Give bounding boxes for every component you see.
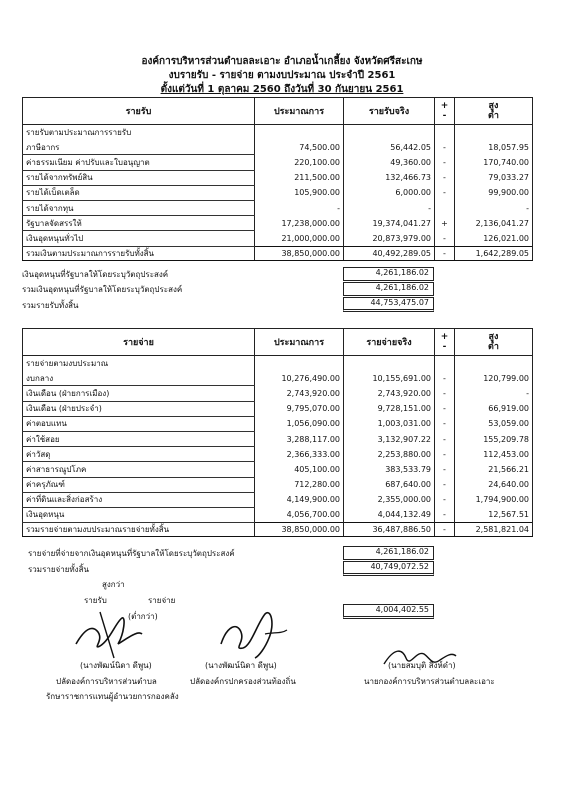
expense-row-sign: -: [435, 416, 455, 431]
income-row: [23, 200, 533, 215]
income-row-budget: 21,000,000.00: [255, 231, 344, 246]
expense-row-sign: -: [435, 371, 455, 386]
expense-row-sign: -: [435, 386, 455, 401]
expense-row-diff: 155,209.78: [455, 431, 533, 446]
sign-minus: -: [442, 111, 447, 121]
report-title: งบรายรับ - รายจ่าย ตามงบประมาณ ประจำปี 2561: [168, 70, 396, 81]
diff-high: สูง: [488, 332, 499, 342]
summary-higher: สูงกว่า: [102, 580, 125, 589]
expense-row-diff: 120,799.00: [455, 371, 533, 386]
income-row: [23, 170, 533, 185]
expense-row-sign: -: [435, 401, 455, 416]
expense-row-label: ค่าวัสดุ: [23, 447, 255, 462]
income-row-label: รัฐบาลจัดสรรให้: [23, 216, 255, 231]
expense-row-diff: -: [455, 386, 533, 401]
income-row-diff: -: [455, 200, 533, 215]
org-title: องค์การบริหารส่วนตำบลละเอาะ อำเภอน้ำเกลี้ยง จังหวัดศรีสะเกษ: [141, 56, 423, 67]
income-extra-label-2: รวมเงินอุดหนุนที่รัฐบาลให้โดยระบุวัตถุประสงค์: [22, 285, 183, 294]
income-row-label: ภาษีอากร: [23, 140, 255, 155]
signature-2: [215, 604, 295, 662]
report-period: ตั้งแต่วันที่ 1 ตุลาคม 2560 ถึงวันที่ 30 กันยายน 2561: [160, 84, 404, 95]
expense-body: [23, 356, 533, 537]
summary-value: 4,004,402.55: [343, 604, 434, 619]
income-row: [23, 216, 533, 231]
income-row-actual: 20,873,979.00: [344, 231, 435, 246]
expense-row-budget: 1,056,090.00: [255, 416, 344, 431]
signature-1-name: (นางพัฒน์นิดา ดีพูน): [80, 661, 152, 670]
expense-row-budget: 3,288,117.00: [255, 431, 344, 446]
expense-section-label: รายจ่ายตามงบประมาณ: [23, 356, 255, 371]
income-row-budget: 74,500.00: [255, 140, 344, 155]
income-row-actual: 56,442.05: [344, 140, 435, 155]
income-row-sign: [435, 200, 455, 215]
income-row-actual: 49,360.00: [344, 155, 435, 170]
expense-row: [23, 416, 533, 431]
summary-expense-label: รายจ่าย: [148, 596, 176, 605]
income-header-row: [23, 98, 533, 125]
col-expense-budget: ประมาณการ: [255, 329, 344, 356]
diff-low: ต่ำ: [488, 342, 499, 352]
expense-row-sign: -: [435, 507, 455, 522]
income-total-sign: -: [435, 246, 455, 260]
expense-row-label: งบกลาง: [23, 371, 255, 386]
income-row-diff: 2,136,041.27: [455, 216, 533, 231]
signature-1-title2: รักษาราชการแทนผู้อำนวยการกองคลัง: [46, 692, 179, 701]
expense-row-actual: 9,728,151.00: [344, 401, 435, 416]
income-extra-label-3: รวมรายรับทั้งสิ้น: [22, 301, 79, 310]
expense-row: [23, 462, 533, 477]
expense-row: [23, 371, 533, 386]
expense-total-label: รวมรายจ่ายตามงบประมาณรายจ่ายทั้งสิ้น: [23, 523, 255, 537]
income-row-diff: 99,900.00: [455, 185, 533, 200]
income-total-label: รวมเงินตามประมาณการรายรับทั้งสิ้น: [23, 246, 255, 260]
income-row-sign: -: [435, 140, 455, 155]
expense-row-label: ค่าตอบแทน: [23, 416, 255, 431]
expense-row-diff: 21,566.21: [455, 462, 533, 477]
income-section-row: [23, 125, 533, 140]
expense-row-sign: -: [435, 431, 455, 446]
signature-2-name: (นางพัฒน์นิดา ดีพูน): [205, 661, 277, 670]
income-row-label: รายได้เบ็ดเตล็ด: [23, 185, 255, 200]
expense-row-sign: -: [435, 477, 455, 492]
expense-row-budget: 4,149,900.00: [255, 492, 344, 507]
expense-section-row: [23, 356, 533, 371]
income-row: [23, 140, 533, 155]
income-row-budget: 211,500.00: [255, 170, 344, 185]
expense-row-label: เงินเดือน (ฝ่ายประจำ): [23, 401, 255, 416]
summary-income-label: รายรับ: [84, 596, 107, 605]
income-row-sign: -: [435, 170, 455, 185]
expense-row-diff: 66,919.00: [455, 401, 533, 416]
signature-1-title: ปลัดองค์การบริหารส่วนตำบล: [56, 677, 157, 686]
expense-row-budget: 9,795,070.00: [255, 401, 344, 416]
expense-row-budget: 2,366,333.00: [255, 447, 344, 462]
expense-row-actual: 383,533.79: [344, 462, 435, 477]
income-row: [23, 185, 533, 200]
expense-row-label: ค่าครุภัณฑ์: [23, 477, 255, 492]
expense-row: [23, 477, 533, 492]
income-total-row: [23, 246, 533, 260]
diff-high: สูง: [488, 101, 499, 111]
expense-total-actual: 36,487,886.50: [344, 523, 435, 537]
income-extra-value-2: 4,261,186.02: [343, 282, 434, 296]
expense-row-sign: -: [435, 462, 455, 477]
expense-total-budget: 38,850,000.00: [255, 523, 344, 537]
income-row-budget: 17,238,000.00: [255, 216, 344, 231]
signature-2-title: ปลัดองค์กรปกครองส่วนท้องถิ่น: [190, 677, 296, 686]
col-expense-actual: รายจ่ายจริง: [344, 329, 435, 356]
col-expense-label: รายจ่าย: [23, 329, 255, 356]
sign-plus: +: [440, 101, 449, 111]
signature-3-title: นายกองค์การบริหารส่วนตำบลละเอาะ: [364, 677, 495, 686]
diff-low: ต่ำ: [488, 111, 499, 121]
expense-row-sign: -: [435, 492, 455, 507]
expense-row: [23, 386, 533, 401]
income-row-actual: 132,466.73: [344, 170, 435, 185]
expense-table: [22, 328, 533, 537]
income-row-budget: 220,100.00: [255, 155, 344, 170]
summary-lower: (ต่ำกว่า): [128, 612, 158, 621]
expense-extra-value-2: 40,749,072.52: [343, 561, 434, 576]
col-expense-diff: [455, 329, 533, 356]
income-total-diff: 1,642,289.05: [455, 246, 533, 260]
expense-row-budget: 10,276,490.00: [255, 371, 344, 386]
income-extra-value-1: 4,261,186.02: [343, 267, 434, 281]
income-row-sign: -: [435, 155, 455, 170]
expense-row-diff: 12,567.51: [455, 507, 533, 522]
income-row-diff: 79,033.27: [455, 170, 533, 185]
expense-row-actual: 2,355,000.00: [344, 492, 435, 507]
expense-row-budget: 2,743,920.00: [255, 386, 344, 401]
sign-minus: -: [442, 342, 447, 352]
expense-row-label: เงินเดือน (ฝ่ายการเมือง): [23, 386, 255, 401]
income-row-label: รายได้จากทุน: [23, 200, 255, 215]
income-row-label: รายได้จากทรัพย์สิน: [23, 170, 255, 185]
expense-row-label: ค่าที่ดินและสิ่งก่อสร้าง: [23, 492, 255, 507]
income-row-diff: 18,057.95: [455, 140, 533, 155]
expense-row-budget: 405,100.00: [255, 462, 344, 477]
col-income-actual: รายรับจริง: [344, 98, 435, 125]
expense-row-actual: 2,253,880.00: [344, 447, 435, 462]
income-row-actual: 6,000.00: [344, 185, 435, 200]
income-total-budget: 38,850,000.00: [255, 246, 344, 260]
sign-plus: +: [440, 332, 449, 342]
expense-row-actual: 4,044,132.49: [344, 507, 435, 522]
expense-extra-label-2: รวมรายจ่ายทั้งสิ้น: [28, 565, 89, 574]
income-section-label: รายรับตามประมาณการรายรับ: [23, 125, 255, 140]
income-row-label: เงินอุดหนุนทั่วไป: [23, 231, 255, 246]
expense-row-actual: 1,003,031.00: [344, 416, 435, 431]
signature-1: [70, 600, 160, 660]
expense-extra-value-1: 4,261,186.02: [343, 546, 434, 560]
expense-row: [23, 507, 533, 522]
expense-row-diff: 112,453.00: [455, 447, 533, 462]
income-row-budget: 105,900.00: [255, 185, 344, 200]
col-income-label: รายรับ: [23, 98, 255, 125]
expense-extra-label-1: รายจ่ายที่จ่ายจากเงินอุดหนุนที่รัฐบาลให้โดยระบุวัตถุประสงค์: [28, 549, 235, 558]
expense-row: [23, 431, 533, 446]
income-row-diff: 126,021.00: [455, 231, 533, 246]
expense-row-actual: 687,640.00: [344, 477, 435, 492]
income-extra-label-1: เงินอุดหนุนที่รัฐบาลให้โดยระบุวัตถุประสงค์: [22, 270, 169, 279]
col-income-budget: ประมาณการ: [255, 98, 344, 125]
income-row-label: ค่าธรรมเนียม ค่าปรับและใบอนุญาต: [23, 155, 255, 170]
expense-row: [23, 492, 533, 507]
expense-row: [23, 401, 533, 416]
expense-row-diff: 53,059.00: [455, 416, 533, 431]
expense-row: [23, 447, 533, 462]
income-row-budget: -: [255, 200, 344, 215]
income-body: [23, 125, 533, 261]
expense-row-budget: 4,056,700.00: [255, 507, 344, 522]
expense-total-sign: -: [435, 523, 455, 537]
income-row: [23, 155, 533, 170]
expense-row-label: เงินอุดหนุน: [23, 507, 255, 522]
col-income-sign: [435, 98, 455, 125]
income-row-sign: +: [435, 216, 455, 231]
income-row-diff: 170,740.00: [455, 155, 533, 170]
income-table: [22, 97, 533, 261]
expense-row-label: ค่าสาธารณูปโภค: [23, 462, 255, 477]
income-row-sign: -: [435, 231, 455, 246]
expense-row-actual: 10,155,691.00: [344, 371, 435, 386]
expense-total-row: [23, 523, 533, 537]
income-extra-value-3: 44,753,475.07: [343, 297, 434, 312]
income-row-actual: -: [344, 200, 435, 215]
expense-row-actual: 2,743,920.00: [344, 386, 435, 401]
income-row-actual: 19,374,041.27: [344, 216, 435, 231]
income-row-sign: -: [435, 185, 455, 200]
expense-total-diff: 2,581,821.04: [455, 523, 533, 537]
income-row: [23, 231, 533, 246]
expense-row-label: ค่าใช้สอย: [23, 431, 255, 446]
expense-row-diff: 1,794,900.00: [455, 492, 533, 507]
expense-row-actual: 3,132,907.22: [344, 431, 435, 446]
signature-3-name: (นายสมบุติ สิงห์ดำ): [388, 661, 456, 670]
col-expense-sign: [435, 329, 455, 356]
expense-row-diff: 24,640.00: [455, 477, 533, 492]
expense-row-budget: 712,280.00: [255, 477, 344, 492]
income-total-actual: 40,492,289.05: [344, 246, 435, 260]
expense-row-sign: -: [435, 447, 455, 462]
expense-header-row: [23, 329, 533, 356]
col-income-diff: [455, 98, 533, 125]
